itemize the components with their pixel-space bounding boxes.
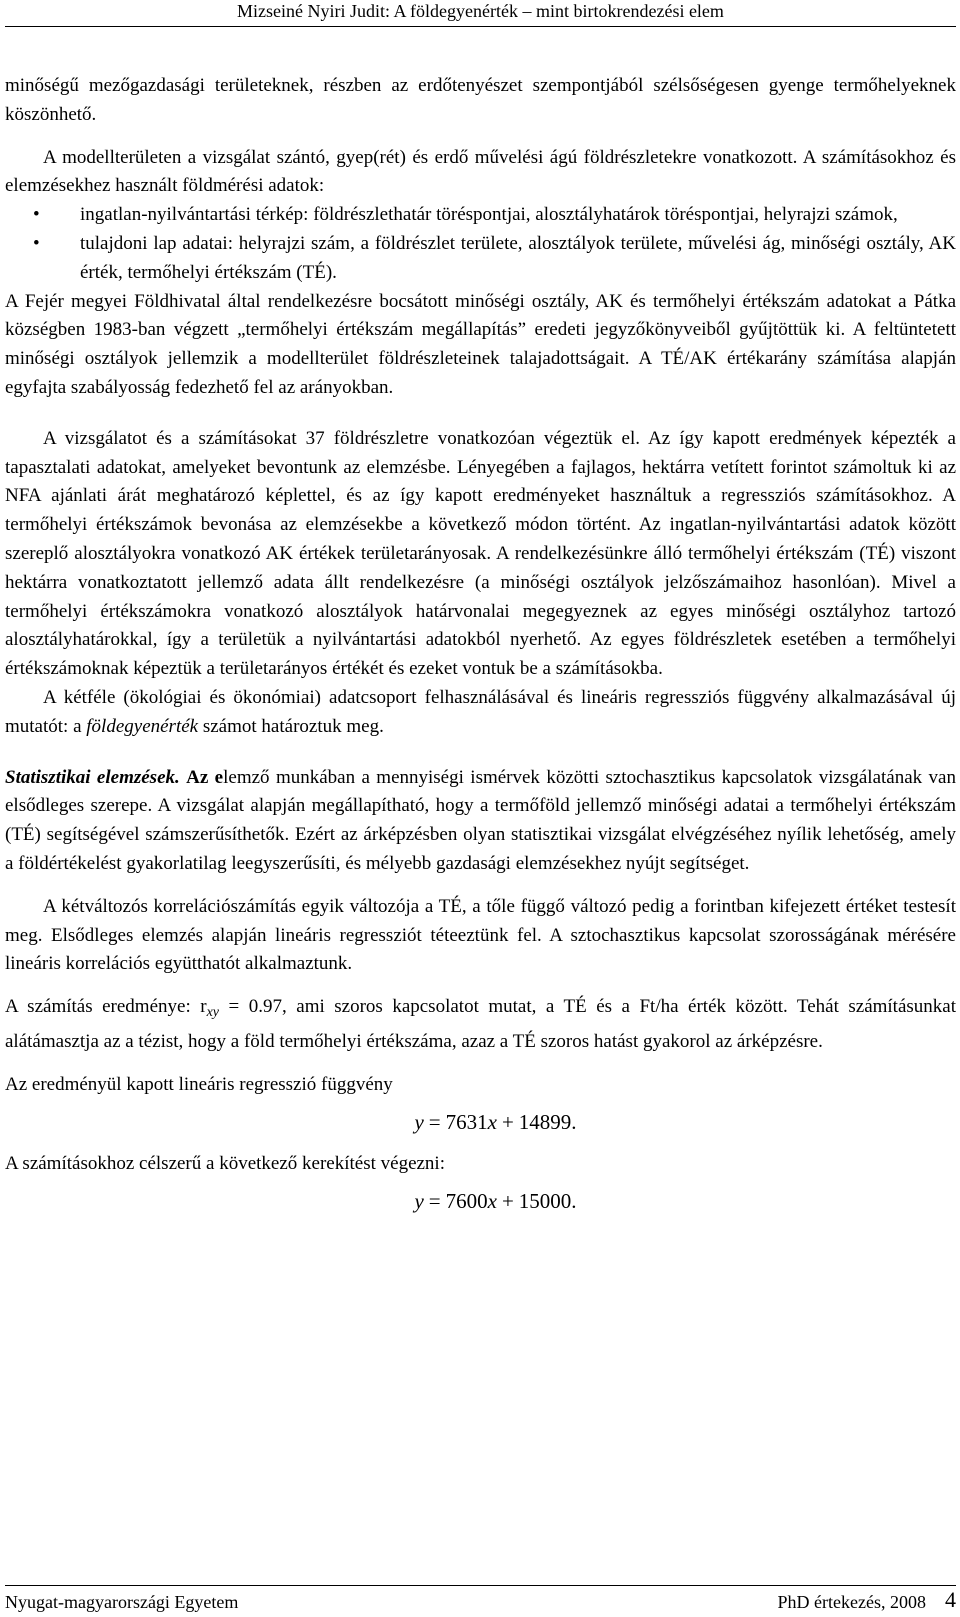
footer-thesis-label: PhD értekezés, 2008 [777,1592,926,1612]
rounded-formula [5,1187,956,1216]
regression-formula [5,1108,956,1137]
section-heading: Statisztikai elemzések. [5,766,180,788]
running-header: Mizseiné Nyiri Judit: A földegyenérték – mint birtokrendezési elem [237,1,724,21]
paragraph-8 [5,993,956,1057]
paragraph-5-end: számot határoztuk meg. [198,715,384,737]
formula-plus: + [501,1189,514,1214]
bullet-item-2 [5,230,956,288]
paragraph-8-text: A számítás eredménye: r [5,996,207,1018]
paragraph-9: Az eredményül kapott lineáris regresszió függvény [5,1073,393,1095]
page-number: 4 [945,1587,956,1612]
header-rule [5,26,956,27]
formula-equals: = [428,1189,441,1214]
formula-coefficient: 7600 [445,1189,488,1214]
bullet-item-text: ingatlan-nyilvántartási térkép: földrészlethatár töréspontjai, alosztályhatárok töréspontjai, helyrajzi számok, [80,204,898,226]
term-foldegyenertek: földegyenérték [86,715,199,737]
paragraph-1: minőségű mezőgazdasági területeknek, részben az erdőtenyészet szempontjából szélsőségesen gyenge termőhelyeknek köszönhető. [5,75,956,125]
paragraph-7: A kétváltozós korrelációszámítás egyik változója a TÉ, a tőle függő változó pedig a forintban kifejezett értéket testesít meg. Elsődleges elemzés alapján lineáris regressziót téteeztünk fel. A sztochasztikus kapcsolat szorosságának mérésére lineáris korrelációs együtthatót alkalmaztunk. [5,895,956,975]
bullet-icon: • [33,232,40,254]
formula-equals: = [428,1109,441,1134]
footer-rule [5,1585,956,1586]
formula-constant: 15000 [518,1189,572,1214]
paragraph-3: A Fejér megyei Földhivatal által rendelkezésre bocsátott minőségi osztály, AK és termőhelyi értékszám adatokat a Pátka községben 1983-ban végzett „termőhelyi értékszám megállapítás” eredeti jegyzőkönyveiből gyűjtöttük ki. A feltüntetett minőségi osztályok jellemzik a modellterület földrészleteinek talajadottságait. A TÉ/AK értékarány számítása alapján egyfajta szabályosság fedezhető fel az arányokban. [5,290,956,398]
formula-coefficient: 7631 [445,1109,488,1134]
document-page [5,0,956,1617]
paragraph-8-rest: = 0.97, ami szoros kapcsolatot mutat, a TÉ és a Ft/ha érték között. Tehát számításunkat alátámasztja az a tézist, hogy a föld termőhelyi értékszáma, azaz a TÉ szoros hatást gyakorol az árképzésre. [5,996,956,1052]
formula-x: x [487,1189,497,1214]
paragraph-5-text: A kétféle (ökológiai és ökonómiai) adatcsoport felhasználásával és lineáris regressziós függvény alkalmazásával új mutatót: a [5,686,956,737]
bullet-list [5,201,956,287]
formula-period: . [571,1109,577,1134]
paragraph-6 [5,764,956,879]
formula-x: x [487,1109,497,1134]
paragraph-10: A számításokhoz célszerű a következő kerekítést végezni: [5,1153,445,1175]
paragraph-2: A modellterületen a vizsgálat szántó, gyep(rét) és erdő művelési ágú földrészletekre vonatkozott. A számításokhoz és elemzésekhez használt földmérési adatok: [5,146,956,197]
formula-constant: 14899 [518,1109,572,1134]
footer-university: Nyugat-magyarországi Egyetem [5,1592,239,1612]
paragraph-6-bold: Az e [186,766,224,788]
paragraph-5 [5,684,956,742]
formula-y: y [414,1189,424,1214]
formula-plus: + [501,1109,514,1134]
paragraph-6-text: lemző munkában a mennyiségi ismérvek közötti sztochasztikus kapcsolatok vizsgálatának van elsődleges szerepe. A vizsgálat alapján megállapítható, hogy a termőföld jellemző minőségi adatai a termőhelyi értékszám (TÉ) segítségével számszerűsíthetők. Ezért az árképzésben olyan statisztikai vizsgálat elvégzéséhez nyílik lehetőség, amely a földértékelést gyakorlatilag leegyszerűsíti, és mélyebb gazdasági elemzésekhez nyújt segítséget. [5,766,956,874]
bullet-item-1 [5,201,956,230]
bullet-item-text: tulajdoni lap adatai: helyrajzi szám, a földrészlet területe, alosztályok területe, művelési ág, minőségi osztály, AK érték, termőhelyi értékszám (TÉ). [80,232,956,283]
bullet-icon: • [33,204,40,226]
document-body [5,72,956,1230]
formula-period: . [571,1189,577,1214]
paragraph-4: A vizsgálatot és a számításokat 37 földrészletre vonatkozóan végeztük el. Az így kapott eredmények képezték a tapasztalati adatokat, amelyeket bevontunk az elemzésbe. Lényegében a fajlagos, hektárra vetített forintot számoltuk ki az NFA ajánlati árát meghatározó képlettel, és az így kapott eredményeket használtuk a regressziós számításokhoz. A termőhelyi értékszámok bevonása az elemzésekbe a következő módon történt. Az ingatlan-nyilvántartási adatok között szereplő alosztályokra vonatkozó AK értékek területarányosak. A rendelkezésünkre álló termőhelyi értékszám (TÉ) viszont hektárra vonatkoztatott jellemző adata állt rendelkezésre (a minőségi osztályok jelzőszámaihoz hasonlóan). Mivel a termőhelyi értékszámokra vonatkozó alosztályok határvonalai megegyeznek az egyes minőségi osztályhoz tartozó alosztályhatárokkal, így a területük a nyilvántartási adatokból nyerhető. Az egyes földrészletek esetében a termőhelyi értékszámoknak képeztük a területarányos értékét és ezeket vontuk be a számításokba. [5,427,956,680]
formula-y: y [414,1109,424,1134]
subscript-xy: xy [206,1005,220,1021]
